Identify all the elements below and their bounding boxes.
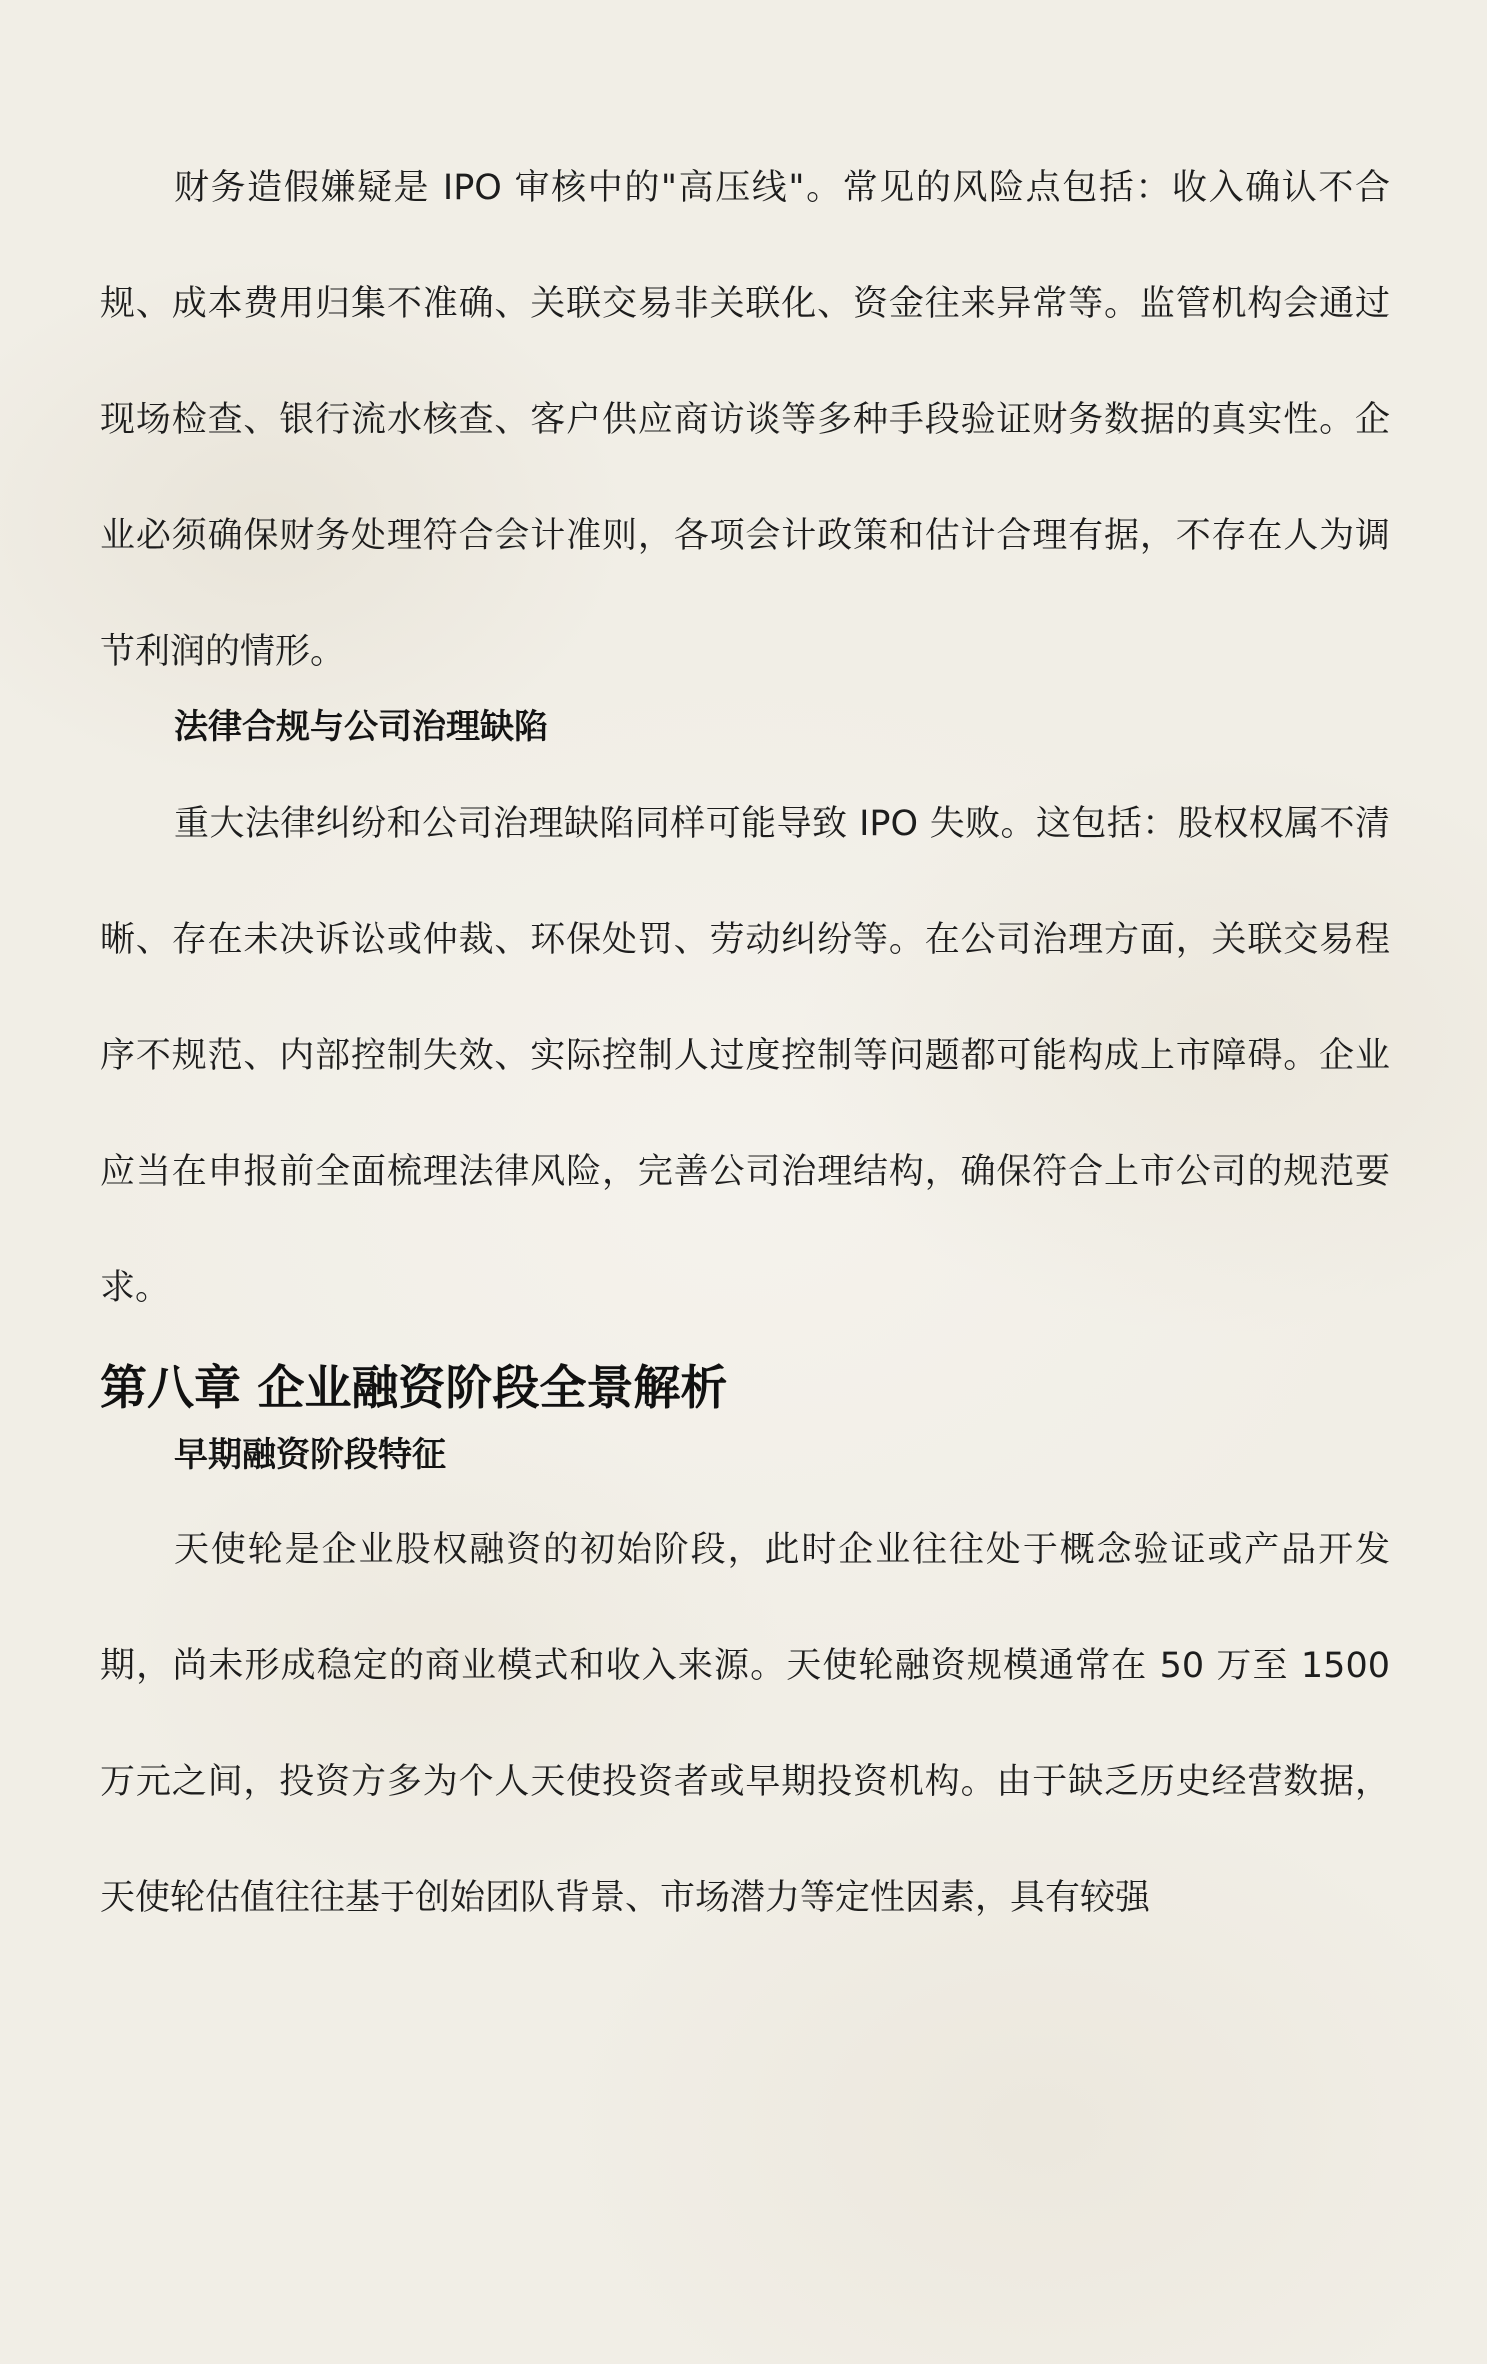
document-page bbox=[100, 130, 1390, 1956]
paragraph-legal-governance: 重大法律纠纷和公司治理缺陷同样可能导致 IPO 失败。这包括：股权权属不清晰、存在未决诉讼或仲裁、环保处罚、劳动纠纷等。在公司治理方面，关联交易程序不规范、内部控制失效、实际控制人过度控制等问题都可能构成上市障碍。企业应当在申报前全面梳理法律风险，完善公司治理结构，确保符合上市公司的规范要求。 bbox=[100, 804, 1390, 1308]
section-heading-legal-compliance: 法律合规与公司治理缺陷 bbox=[174, 707, 548, 747]
paragraph-angel-round: 天使轮是企业股权融资的初始阶段，此时企业往往处于概念验证或产品开发期，尚未形成稳定的商业模式和收入来源。天使轮融资规模通常在 50 万至 1500 万元之间，投资方多为个人天使投资者或早期投资机构。由于缺乏历史经营数据，天使轮估值往往基于创始团队背景、市场潜力等定性因素，具有较强 bbox=[100, 1530, 1390, 1918]
section-heading-early-stage: 早期融资阶段特征 bbox=[174, 1435, 446, 1475]
paragraph-financial-fraud: 财务造假嫌疑是 IPO 审核中的"高压线"。常见的风险点包括：收入确认不合规、成本费用归集不准确、关联交易非关联化、资金往来异常等。监管机构会通过现场检查、银行流水核查、客户供应商访谈等多种手段验证财务数据的真实性。企业必须确保财务处理符合会计准则，各项会计政策和估计合理有据，不存在人为调节利润的情形。 bbox=[100, 168, 1390, 672]
chapter-title: 第八章 企业融资阶段全景解析 bbox=[100, 1361, 728, 1416]
